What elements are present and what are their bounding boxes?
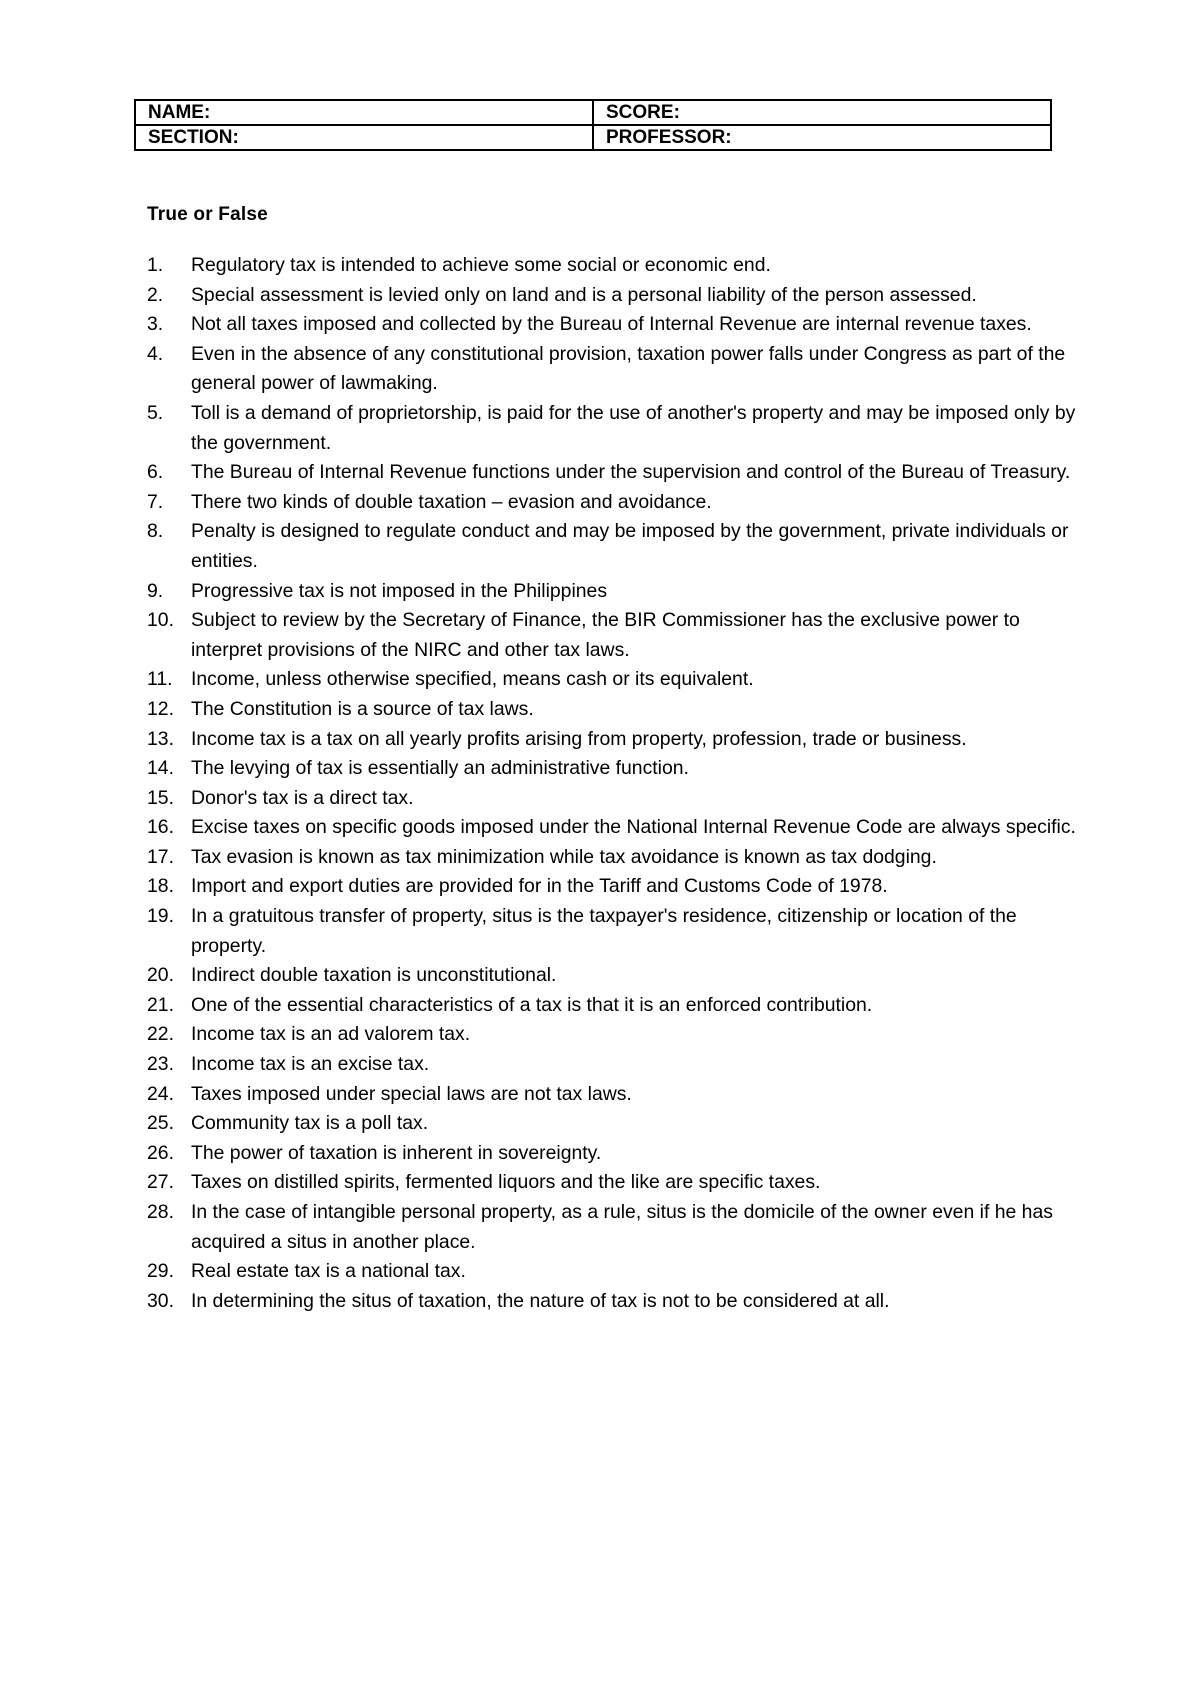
question-number: 7. <box>147 490 164 513</box>
question-text: Subject to review by the Secretary of Finance, the BIR Commissioner has the exclusive power to interpret provisions of the NIRC and other tax laws. <box>191 609 1020 661</box>
student-info-table <box>134 99 1052 151</box>
question-number: 23. <box>147 1053 174 1076</box>
question-number: 16. <box>147 816 174 839</box>
question-number: 2. <box>147 283 164 306</box>
section-field[interactable]: SECTION: <box>135 125 593 150</box>
question-text: The levying of tax is essentially an administrative function. <box>191 757 689 780</box>
question-number: 17. <box>147 845 174 868</box>
question-item <box>147 872 1077 902</box>
question-number: 24. <box>147 1082 174 1105</box>
question-text: Penalty is designed to regulate conduct and may be imposed by the government, private individuals or entities. <box>191 520 1069 572</box>
question-item <box>147 577 1077 607</box>
question-text: The power of taxation is inherent in sovereignty. <box>191 1141 602 1164</box>
question-item <box>147 725 1077 755</box>
question-text: In determining the situs of taxation, the nature of tax is not to be considered at all. <box>191 1289 890 1312</box>
question-item <box>147 695 1077 725</box>
question-item <box>147 1198 1077 1257</box>
question-item <box>147 1020 1077 1050</box>
question-text: Regulatory tax is intended to achieve some social or economic end. <box>191 254 771 276</box>
question-number: 29. <box>147 1260 174 1283</box>
question-item <box>147 606 1077 665</box>
question-number: 22. <box>147 1023 174 1046</box>
question-text: Real estate tax is a national tax. <box>191 1260 466 1283</box>
question-text: One of the essential characteristics of a tax is that it is an enforced contribution. <box>191 993 873 1016</box>
question-item <box>147 399 1077 458</box>
question-number: 3. <box>147 313 164 336</box>
score-field[interactable]: SCORE: <box>593 100 1051 125</box>
question-item <box>147 665 1077 695</box>
question-number: 13. <box>147 727 174 750</box>
question-item <box>147 1109 1077 1139</box>
question-text: Not all taxes imposed and collected by the Bureau of Internal Revenue are internal revenue taxes. <box>191 313 1032 336</box>
question-number: 11. <box>147 668 173 691</box>
question-text: Indirect double taxation is unconstitutional. <box>191 964 557 987</box>
question-text: Income tax is a tax on all yearly profits arising from property, profession, trade or business. <box>191 727 967 750</box>
question-number: 30. <box>147 1289 174 1312</box>
question-number: 18. <box>147 875 174 898</box>
question-item <box>147 517 1077 576</box>
question-number: 9. <box>147 579 164 602</box>
question-number: 20. <box>147 964 174 987</box>
question-text: Income, unless otherwise specified, means cash or its equivalent. <box>191 668 754 691</box>
question-number: 27. <box>147 1171 174 1194</box>
question-text: Income tax is an excise tax. <box>191 1053 430 1076</box>
question-item <box>147 754 1077 784</box>
question-item <box>147 1168 1077 1198</box>
question-text: Donor's tax is a direct tax. <box>191 786 414 809</box>
question-number: 10. <box>147 609 174 632</box>
question-number: 26. <box>147 1141 174 1164</box>
question-text: There two kinds of double taxation – evasion and avoidance. <box>191 490 712 513</box>
question-text: Import and export duties are provided for in the Tariff and Customs Code of 1978. <box>191 875 888 898</box>
question-text: Income tax is an ad valorem tax. <box>191 1023 471 1046</box>
question-item <box>147 281 1077 311</box>
question-text: Even in the absence of any constitutional provision, taxation power falls under Congress as part of the general power of lawmaking. <box>191 342 1066 395</box>
question-item <box>147 961 1077 991</box>
question-text: In a gratuitous transfer of property, situs is the taxpayer's residence, citizenship or location of the property. <box>191 905 1017 957</box>
section-title: True or False <box>147 204 268 225</box>
question-text: In the case of intangible personal property, as a rule, situs is the domicile of the owner even if he has acquired a situs in another place. <box>191 1201 1053 1253</box>
question-text: The Bureau of Internal Revenue functions under the supervision and control of the Bureau of Treasury. <box>191 461 1071 484</box>
question-item <box>147 1257 1077 1287</box>
question-text: Taxes imposed under special laws are not tax laws. <box>191 1082 632 1105</box>
student-info-row <box>135 125 1051 150</box>
question-number: 28. <box>147 1201 174 1223</box>
question-number: 15. <box>147 786 174 809</box>
question-item <box>147 1287 1077 1317</box>
question-item <box>147 991 1077 1021</box>
professor-field[interactable]: PROFESSOR: <box>593 125 1051 150</box>
question-item <box>147 1139 1077 1169</box>
question-item <box>147 813 1077 843</box>
question-item <box>147 843 1077 873</box>
question-text: Tax evasion is known as tax minimization while tax avoidance is known as tax dodging. <box>191 845 937 868</box>
question-text: Special assessment is levied only on land and is a personal liability of the person assessed. <box>191 283 977 306</box>
question-text: Community tax is a poll tax. <box>191 1112 429 1135</box>
question-number: 21. <box>147 993 174 1016</box>
question-item <box>147 1050 1077 1080</box>
question-item <box>147 310 1077 340</box>
question-text: Taxes on distilled spirits, fermented liquors and the like are specific taxes. <box>191 1171 821 1194</box>
name-field[interactable]: NAME: <box>135 100 593 125</box>
question-text: Progressive tax is not imposed in the Philippines <box>191 579 608 602</box>
question-number: 19. <box>147 905 174 928</box>
student-info-row <box>135 100 1051 125</box>
question-number: 4. <box>147 342 164 365</box>
question-number: 1. <box>147 254 164 276</box>
question-item <box>147 902 1077 961</box>
question-text: Excise taxes on specific goods imposed under the National Internal Revenue Code are always specific. <box>191 816 1076 839</box>
question-item <box>147 251 1077 281</box>
question-text: Toll is a demand of proprietorship, is paid for the use of another's property and may be imposed only by the government. <box>191 401 1076 454</box>
question-list <box>147 251 1077 1316</box>
question-text: The Constitution is a source of tax laws. <box>191 697 534 720</box>
question-item <box>147 488 1077 518</box>
question-number: 5. <box>147 401 164 424</box>
question-item <box>147 1080 1077 1110</box>
question-item <box>147 340 1077 399</box>
question-item <box>147 784 1077 814</box>
question-number: 25. <box>147 1112 174 1135</box>
question-item <box>147 458 1077 488</box>
question-number: 8. <box>147 520 164 543</box>
question-number: 14. <box>147 757 174 780</box>
question-number: 6. <box>147 461 164 484</box>
question-number: 12. <box>147 697 174 720</box>
